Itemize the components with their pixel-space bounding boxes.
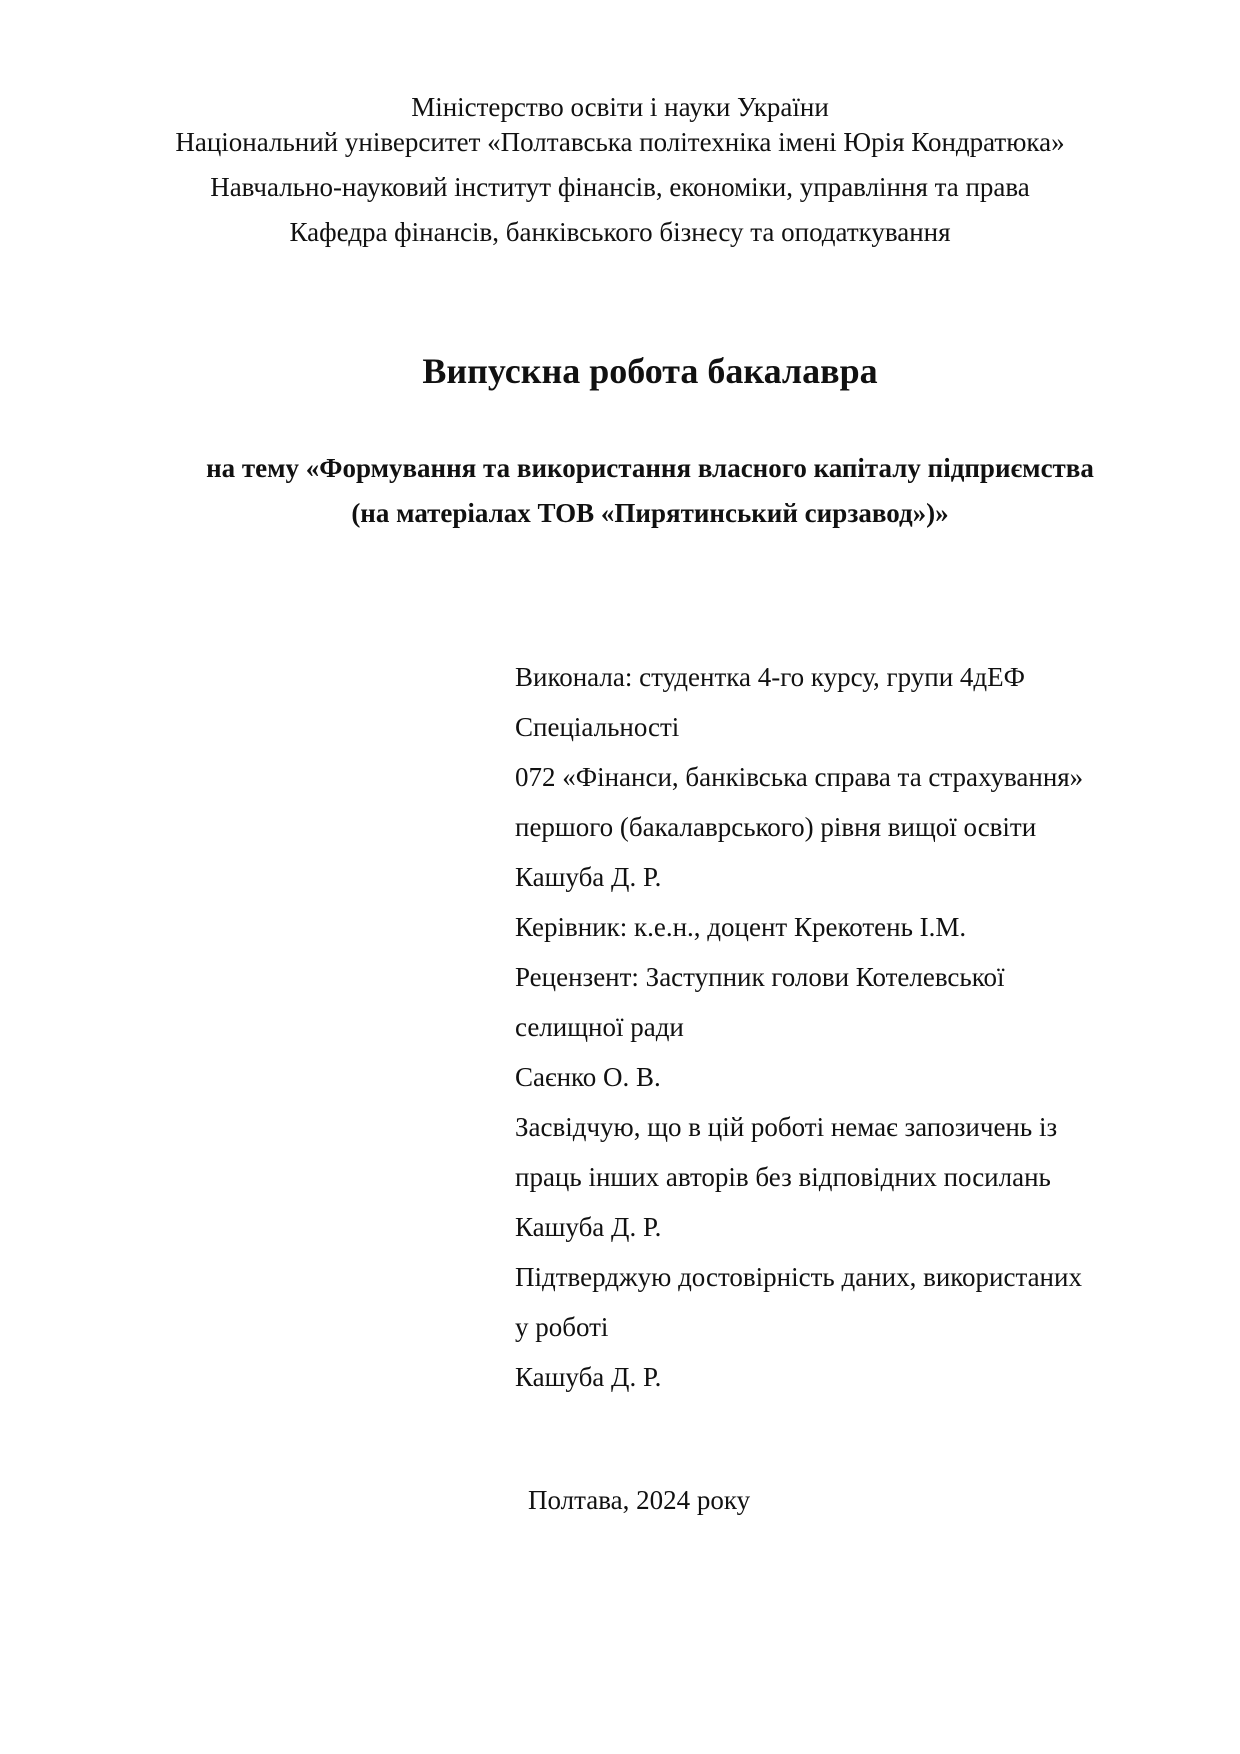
university-line: Національний університет «Полтавська політехніка імені Юрія Кондратюка» xyxy=(175,127,1065,157)
topic-line-2: (на матеріалах ТОВ «Пирятинський сирзавод»)» xyxy=(351,498,949,528)
data-statement: Підтверджую достовірність даних, використаних xyxy=(515,1262,1082,1292)
reviewer-line: Рецензент: Заступник голови Котелевської xyxy=(515,962,1005,992)
data-statement-cont: у роботі xyxy=(515,1312,609,1342)
reviewer-name: Саєнко О. В. xyxy=(515,1062,661,1092)
originality-statement: Засвідчую, що в цій роботі немає запозичень із xyxy=(515,1112,1058,1142)
reviewer-line-cont: селищної ради xyxy=(515,1012,684,1042)
supervisor-line: Керівник: к.е.н., доцент Крекотень І.М. xyxy=(515,912,967,942)
author-info-block xyxy=(515,652,1135,1402)
originality-signature: Кашуба Д. Р. xyxy=(515,1212,662,1242)
institute-line: Навчально-науковий інститут фінансів, економіки, управління та права xyxy=(210,172,1030,202)
author-line: Виконала: студентка 4-го курсу, групи 4дЕФ xyxy=(515,662,1025,692)
topic-line-1: на тему «Формування та використання власного капіталу підприємства xyxy=(206,453,1094,483)
document-title: Випускна робота бакалавра xyxy=(422,351,878,391)
author-name: Кашуба Д. Р. xyxy=(515,862,662,892)
specialty-label: Спеціальності xyxy=(515,712,680,742)
department-line: Кафедра фінансів, банківського бізнесу та оподаткування xyxy=(289,217,951,247)
place-and-year: Полтава, 2024 року xyxy=(528,1485,751,1515)
originality-statement-cont: праць інших авторів без відповідних посилань xyxy=(515,1162,1051,1192)
ministry-line: Міністерство освіти і науки України xyxy=(411,92,829,122)
specialty-name: 072 «Фінанси, банківська справа та страхування» xyxy=(515,762,1084,792)
education-level: першого (бакалаврського) рівня вищої освіти xyxy=(515,812,1037,842)
data-signature: Кашуба Д. Р. xyxy=(515,1362,662,1392)
